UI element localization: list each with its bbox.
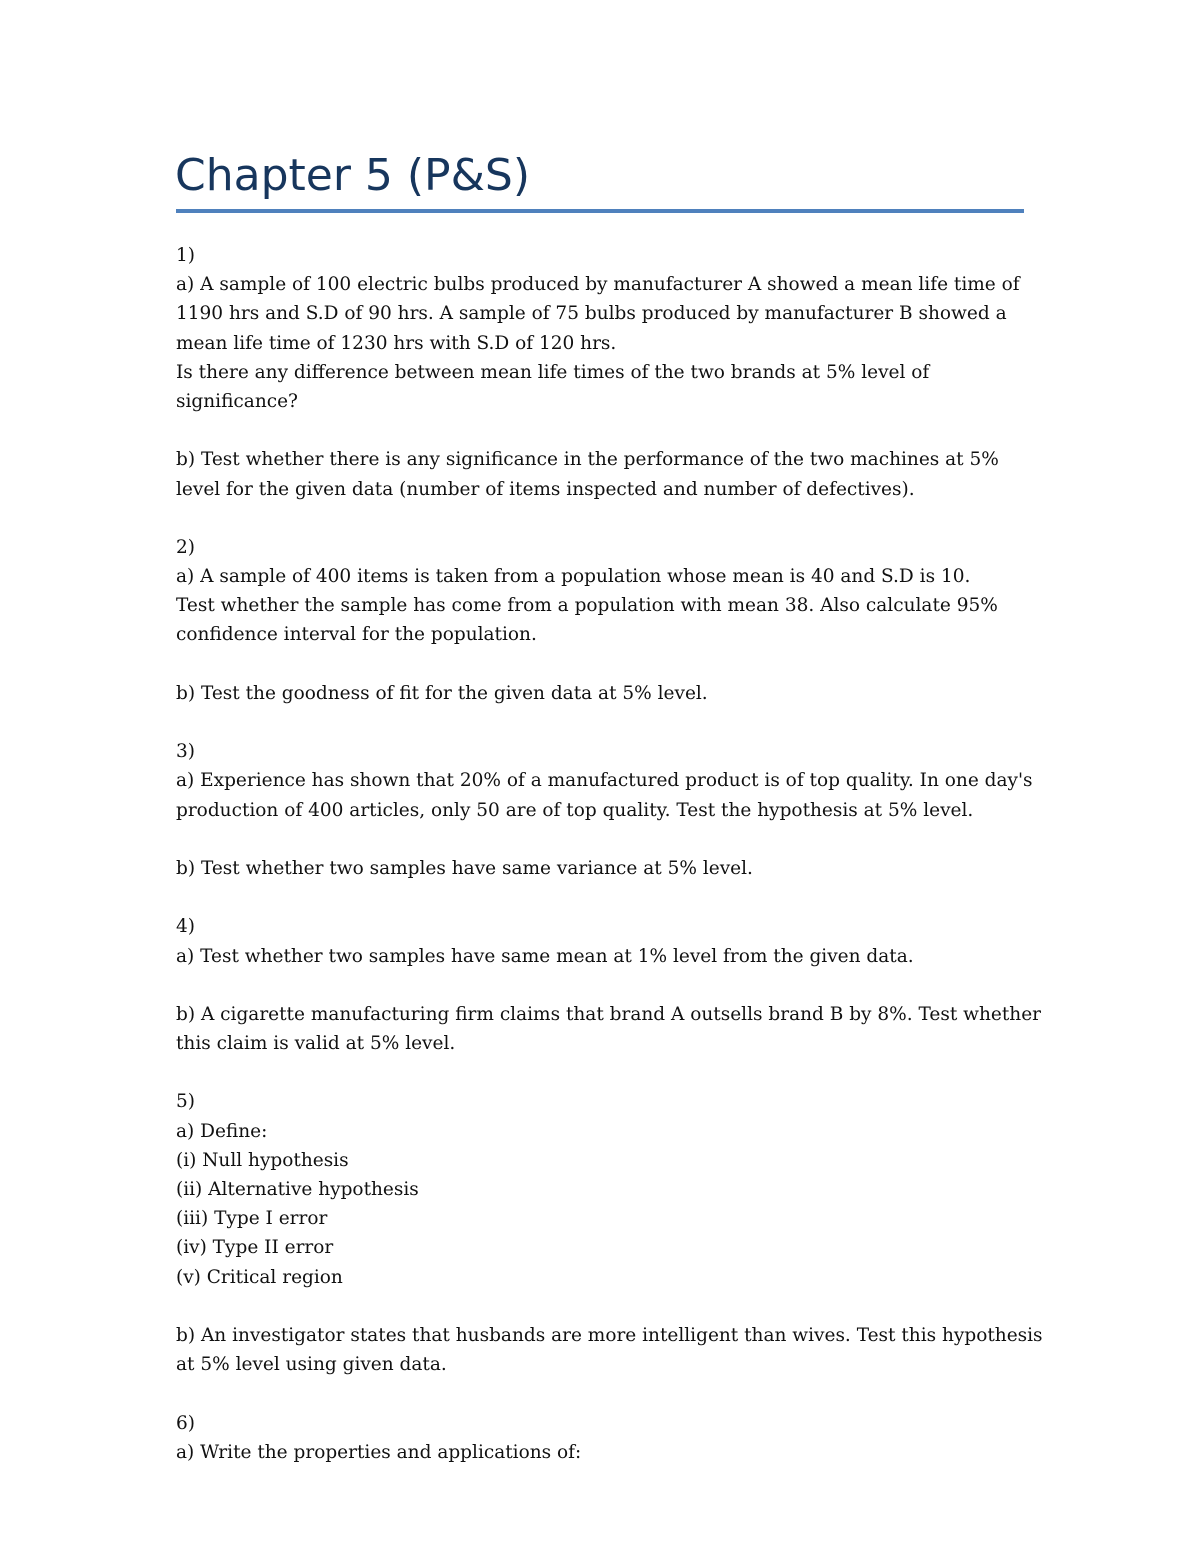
question-part-a xyxy=(176,1117,1036,1292)
definition-item: (v) Critical region xyxy=(176,1266,343,1288)
text-line: a) A sample of 100 electric bulbs produced by manufacturer A showed a mean life time of xyxy=(176,274,1020,296)
spacer xyxy=(176,971,1036,1000)
question-part-a xyxy=(176,942,1036,971)
question-5 xyxy=(176,1087,1043,1408)
text-line: 1190 hrs and S.D of 90 hrs. A sample of 75 bulbs produced by manufacturer B showed a xyxy=(176,303,1007,325)
question-part-b xyxy=(176,445,1036,503)
question-part-b xyxy=(176,1321,1043,1379)
text-line: Is there any difference between mean life times of the two brands at 5% level of xyxy=(176,361,930,383)
spacer xyxy=(176,825,1036,854)
definition-item: (i) Null hypothesis xyxy=(176,1149,349,1171)
questions-body xyxy=(176,241,1043,1467)
question-number: 3) xyxy=(176,741,195,763)
text-line: a) A sample of 400 items is taken from a population whose mean is 40 and S.D is 10. xyxy=(176,566,971,588)
question-part-b xyxy=(176,854,1036,883)
question-part-b xyxy=(176,1000,1041,1058)
chapter-title: Chapter 5 (P&S) xyxy=(175,150,530,201)
question-number: 6) xyxy=(176,1412,195,1434)
text-line: this claim is valid at 5% level. xyxy=(176,1033,456,1055)
text-line: production of 400 articles, only 50 are of top quality. Test the hypothesis at 5% level. xyxy=(176,799,974,821)
question-3 xyxy=(176,737,1036,912)
question-number: 2) xyxy=(176,536,195,558)
definition-item: (iii) Type I error xyxy=(176,1208,328,1230)
definition-item: (ii) Alternative hypothesis xyxy=(176,1179,419,1200)
text-line: mean life time of 1230 hrs with S.D of 120 hrs. xyxy=(176,332,617,354)
text-line: confidence interval for the population. xyxy=(176,624,537,646)
question-part-a xyxy=(176,1438,1036,1467)
question-1 xyxy=(176,241,1036,533)
question-2 xyxy=(176,533,1036,737)
text-line: b) An investigator states that husbands are more intelligent than wives. Test this hypothesis xyxy=(176,1324,1043,1346)
text-line: a) Define: xyxy=(176,1120,268,1142)
question-6 xyxy=(176,1409,1036,1467)
text-line: significance? xyxy=(176,390,298,412)
spacer xyxy=(176,416,1036,445)
spacer xyxy=(176,883,1036,912)
spacer xyxy=(176,1292,1036,1321)
question-number: 5) xyxy=(176,1091,195,1113)
question-number: 1) xyxy=(176,245,195,266)
text-line: b) Test whether two samples have same variance at 5% level. xyxy=(176,857,753,879)
spacer xyxy=(176,1058,1036,1087)
question-number: 4) xyxy=(176,916,195,938)
spacer xyxy=(176,650,1036,679)
text-line: b) Test whether there is any significance in the performance of the two machines at 5% xyxy=(176,449,999,471)
definition-item: (iv) Type II error xyxy=(176,1237,334,1259)
spacer xyxy=(176,504,1036,533)
text-line: a) Write the properties and applications of: xyxy=(176,1441,582,1463)
text-line: level for the given data (number of items inspected and number of defectives). xyxy=(176,478,915,500)
text-line: b) Test the goodness of fit for the given data at 5% level. xyxy=(176,682,708,704)
spacer xyxy=(176,1379,1036,1408)
text-line: a) Test whether two samples have same mean at 1% level from the given data. xyxy=(176,945,914,967)
text-line: b) A cigarette manufacturing firm claims that brand A outsells brand B by 8%. Test whether xyxy=(176,1003,1041,1025)
spacer xyxy=(176,708,1036,737)
question-part-b xyxy=(176,679,1036,708)
text-line: at 5% level using given data. xyxy=(176,1354,447,1376)
question-part-a xyxy=(176,270,1036,416)
text-line: a) Experience has shown that 20% of a manufactured product is of top quality. In one day's xyxy=(176,770,1033,792)
title-underline xyxy=(176,209,1024,213)
text-line: Test whether the sample has come from a population with mean 38. Also calculate 95% xyxy=(176,595,998,617)
question-part-a xyxy=(176,766,1036,824)
question-4 xyxy=(176,912,1041,1087)
question-part-a xyxy=(176,562,1036,650)
